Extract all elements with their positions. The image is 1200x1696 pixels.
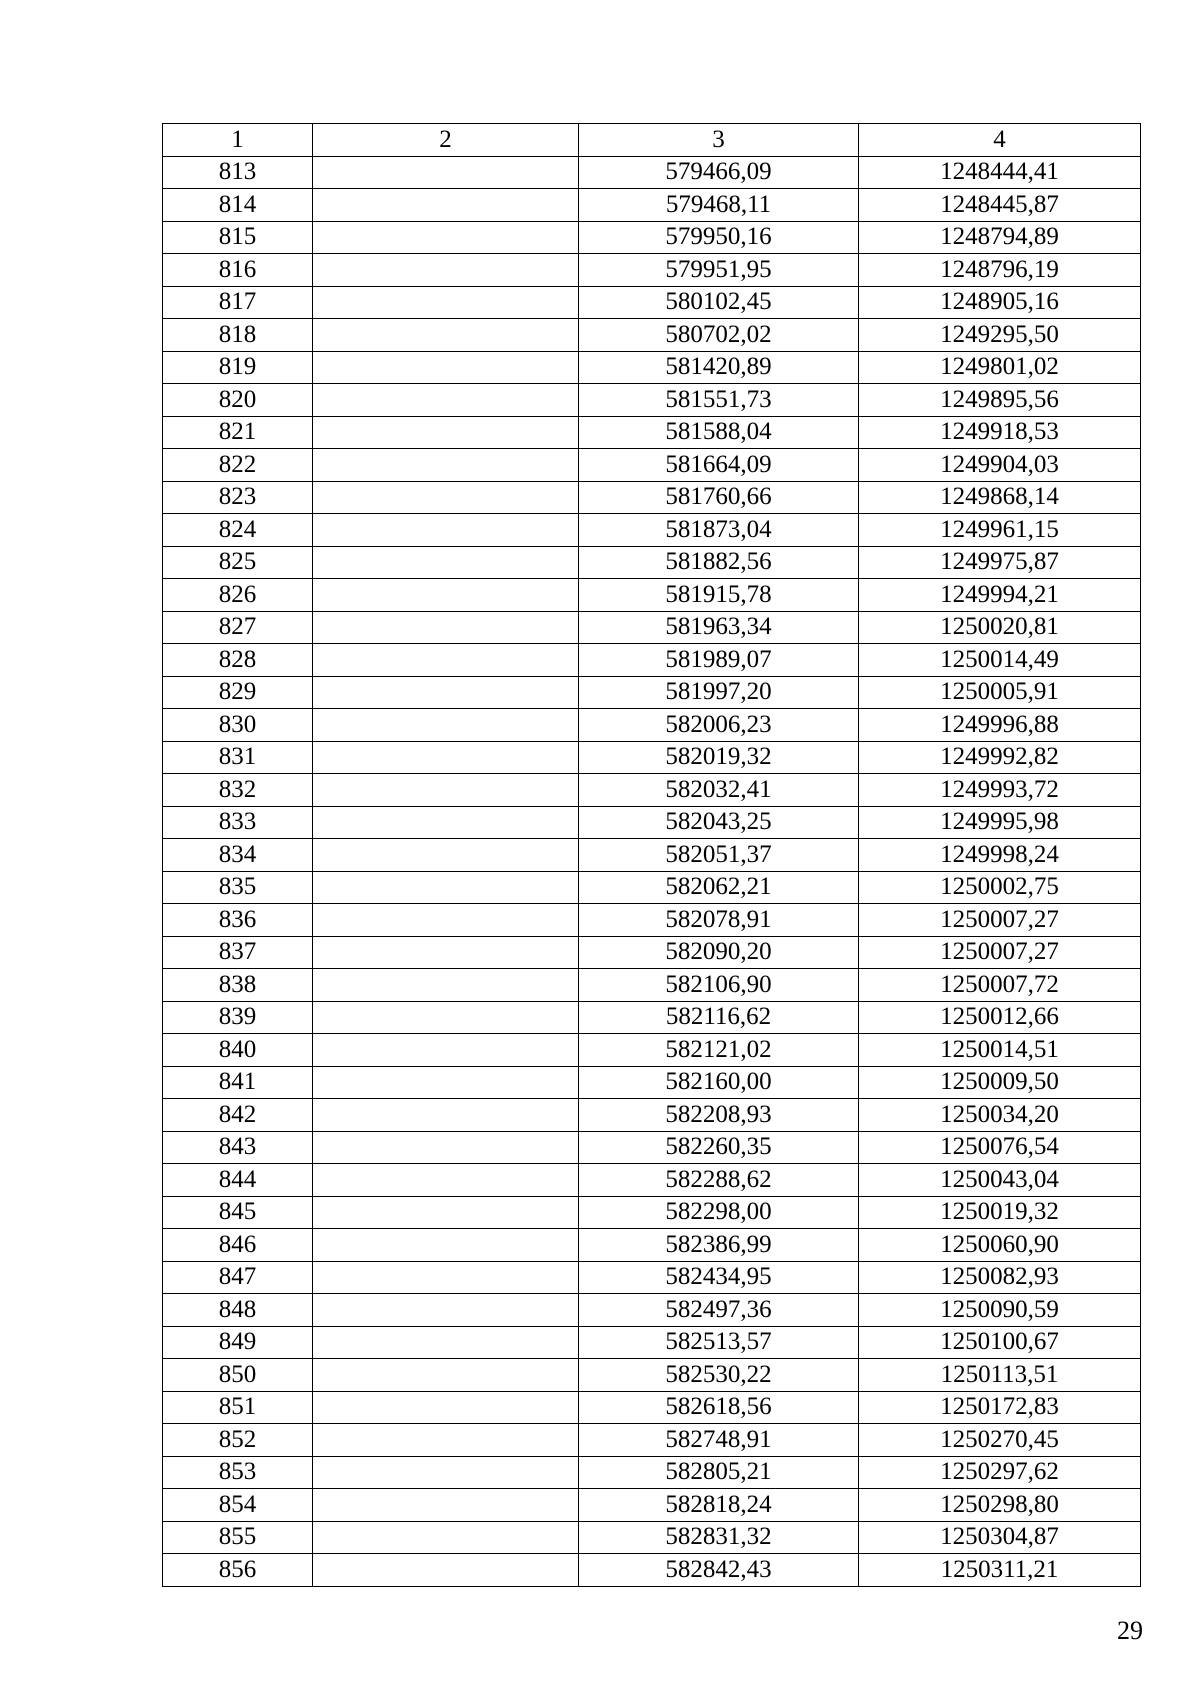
- column-header-3: 3: [579, 124, 859, 157]
- table-row: [163, 514, 1141, 547]
- x-coordinate-cell: 580702,02: [579, 319, 859, 352]
- empty-cell: [313, 1359, 579, 1392]
- x-coordinate-cell: 581551,73: [579, 384, 859, 417]
- table-row: [163, 1261, 1141, 1294]
- point-number-cell: 827: [163, 611, 313, 644]
- table-row: [163, 1521, 1141, 1554]
- point-number-cell: 820: [163, 384, 313, 417]
- empty-cell: [313, 676, 579, 709]
- table-row: [163, 774, 1141, 807]
- empty-cell: [313, 1034, 579, 1067]
- empty-cell: [313, 514, 579, 547]
- point-number-cell: 813: [163, 156, 313, 189]
- x-coordinate-cell: 581420,89: [579, 351, 859, 384]
- y-coordinate-cell: 1250034,20: [859, 1099, 1141, 1132]
- empty-cell: [313, 319, 579, 352]
- point-number-cell: 856: [163, 1554, 313, 1587]
- y-coordinate-cell: 1250311,21: [859, 1554, 1141, 1587]
- table-row: [163, 1196, 1141, 1229]
- point-number-cell: 816: [163, 254, 313, 287]
- empty-cell: [313, 254, 579, 287]
- table-row: [163, 579, 1141, 612]
- table-row: [163, 189, 1141, 222]
- x-coordinate-cell: 579950,16: [579, 221, 859, 254]
- y-coordinate-cell: 1249961,15: [859, 514, 1141, 547]
- y-coordinate-cell: 1250014,51: [859, 1034, 1141, 1067]
- coordinates-table: [162, 123, 1141, 1587]
- table-row: [163, 449, 1141, 482]
- empty-cell: [313, 416, 579, 449]
- point-number-cell: 835: [163, 871, 313, 904]
- table-row: [163, 1554, 1141, 1587]
- x-coordinate-cell: 582513,57: [579, 1326, 859, 1359]
- y-coordinate-cell: 1249975,87: [859, 546, 1141, 579]
- empty-cell: [313, 1489, 579, 1522]
- y-coordinate-cell: 1249904,03: [859, 449, 1141, 482]
- table-row: [163, 1294, 1141, 1327]
- empty-cell: [313, 644, 579, 677]
- point-number-cell: 853: [163, 1456, 313, 1489]
- table-body: [163, 156, 1141, 1586]
- table-row: [163, 904, 1141, 937]
- point-number-cell: 828: [163, 644, 313, 677]
- empty-cell: [313, 286, 579, 319]
- point-number-cell: 832: [163, 774, 313, 807]
- table-row: [163, 286, 1141, 319]
- x-coordinate-cell: 582078,91: [579, 904, 859, 937]
- table-row: [163, 1164, 1141, 1197]
- point-number-cell: 839: [163, 1001, 313, 1034]
- table-row: [163, 1099, 1141, 1132]
- table-row: [163, 839, 1141, 872]
- x-coordinate-cell: 582748,91: [579, 1424, 859, 1457]
- table-row: [163, 351, 1141, 384]
- x-coordinate-cell: 582260,35: [579, 1131, 859, 1164]
- point-number-cell: 854: [163, 1489, 313, 1522]
- empty-cell: [313, 1521, 579, 1554]
- table-row: [163, 384, 1141, 417]
- empty-cell: [313, 449, 579, 482]
- empty-cell: [313, 969, 579, 1002]
- column-header-1: 1: [163, 124, 313, 157]
- empty-cell: [313, 579, 579, 612]
- x-coordinate-cell: 579951,95: [579, 254, 859, 287]
- empty-cell: [313, 1294, 579, 1327]
- x-coordinate-cell: 582298,00: [579, 1196, 859, 1229]
- table-row: [163, 254, 1141, 287]
- column-header-2: 2: [313, 124, 579, 157]
- x-coordinate-cell: 581664,09: [579, 449, 859, 482]
- empty-cell: [313, 904, 579, 937]
- x-coordinate-cell: 582160,00: [579, 1066, 859, 1099]
- table-row: [163, 416, 1141, 449]
- y-coordinate-cell: 1250172,83: [859, 1391, 1141, 1424]
- point-number-cell: 830: [163, 709, 313, 742]
- point-number-cell: 841: [163, 1066, 313, 1099]
- table-row: [163, 1359, 1141, 1392]
- point-number-cell: 852: [163, 1424, 313, 1457]
- y-coordinate-cell: 1250060,90: [859, 1229, 1141, 1262]
- table-row: [163, 1229, 1141, 1262]
- x-coordinate-cell: 582019,32: [579, 741, 859, 774]
- empty-cell: [313, 1391, 579, 1424]
- empty-cell: [313, 1001, 579, 1034]
- empty-cell: [313, 839, 579, 872]
- y-coordinate-cell: 1248796,19: [859, 254, 1141, 287]
- x-coordinate-cell: 582530,22: [579, 1359, 859, 1392]
- point-number-cell: 844: [163, 1164, 313, 1197]
- y-coordinate-cell: 1249998,24: [859, 839, 1141, 872]
- point-number-cell: 845: [163, 1196, 313, 1229]
- y-coordinate-cell: 1249994,21: [859, 579, 1141, 612]
- y-coordinate-cell: 1249295,50: [859, 319, 1141, 352]
- table-header-row: [163, 124, 1141, 157]
- empty-cell: [313, 351, 579, 384]
- x-coordinate-cell: 582842,43: [579, 1554, 859, 1587]
- table-row: [163, 1001, 1141, 1034]
- empty-cell: [313, 611, 579, 644]
- table-row: [163, 546, 1141, 579]
- x-coordinate-cell: 582062,21: [579, 871, 859, 904]
- y-coordinate-cell: 1250005,91: [859, 676, 1141, 709]
- y-coordinate-cell: 1250019,32: [859, 1196, 1141, 1229]
- y-coordinate-cell: 1250014,49: [859, 644, 1141, 677]
- y-coordinate-cell: 1250090,59: [859, 1294, 1141, 1327]
- x-coordinate-cell: 581915,78: [579, 579, 859, 612]
- empty-cell: [313, 1261, 579, 1294]
- x-coordinate-cell: 582043,25: [579, 806, 859, 839]
- x-coordinate-cell: 582805,21: [579, 1456, 859, 1489]
- empty-cell: [313, 709, 579, 742]
- table-row: [163, 1391, 1141, 1424]
- x-coordinate-cell: 582618,56: [579, 1391, 859, 1424]
- empty-cell: [313, 1229, 579, 1262]
- x-coordinate-cell: 582121,02: [579, 1034, 859, 1067]
- empty-cell: [313, 871, 579, 904]
- x-coordinate-cell: 582090,20: [579, 936, 859, 969]
- table-row: [163, 1034, 1141, 1067]
- empty-cell: [313, 189, 579, 222]
- point-number-cell: 838: [163, 969, 313, 1002]
- point-number-cell: 847: [163, 1261, 313, 1294]
- point-number-cell: 849: [163, 1326, 313, 1359]
- y-coordinate-cell: 1250007,27: [859, 936, 1141, 969]
- point-number-cell: 834: [163, 839, 313, 872]
- x-coordinate-cell: 582497,36: [579, 1294, 859, 1327]
- point-number-cell: 846: [163, 1229, 313, 1262]
- table-row: [163, 221, 1141, 254]
- table-row: [163, 644, 1141, 677]
- empty-cell: [313, 156, 579, 189]
- point-number-cell: 823: [163, 481, 313, 514]
- empty-cell: [313, 1066, 579, 1099]
- x-coordinate-cell: 582032,41: [579, 774, 859, 807]
- y-coordinate-cell: 1248794,89: [859, 221, 1141, 254]
- point-number-cell: 814: [163, 189, 313, 222]
- x-coordinate-cell: 582208,93: [579, 1099, 859, 1132]
- table-row: [163, 1326, 1141, 1359]
- point-number-cell: 848: [163, 1294, 313, 1327]
- y-coordinate-cell: 1250002,75: [859, 871, 1141, 904]
- y-coordinate-cell: 1249868,14: [859, 481, 1141, 514]
- y-coordinate-cell: 1249993,72: [859, 774, 1141, 807]
- x-coordinate-cell: 582818,24: [579, 1489, 859, 1522]
- y-coordinate-cell: 1250297,62: [859, 1456, 1141, 1489]
- empty-cell: [313, 1131, 579, 1164]
- table-row: [163, 1456, 1141, 1489]
- table-row: [163, 1489, 1141, 1522]
- y-coordinate-cell: 1250076,54: [859, 1131, 1141, 1164]
- x-coordinate-cell: 581963,34: [579, 611, 859, 644]
- x-coordinate-cell: 582288,62: [579, 1164, 859, 1197]
- table-row: [163, 611, 1141, 644]
- x-coordinate-cell: 579466,09: [579, 156, 859, 189]
- x-coordinate-cell: 582434,95: [579, 1261, 859, 1294]
- y-coordinate-cell: 1250082,93: [859, 1261, 1141, 1294]
- x-coordinate-cell: 581989,07: [579, 644, 859, 677]
- y-coordinate-cell: 1250100,67: [859, 1326, 1141, 1359]
- empty-cell: [313, 1099, 579, 1132]
- empty-cell: [313, 384, 579, 417]
- y-coordinate-cell: 1250009,50: [859, 1066, 1141, 1099]
- x-coordinate-cell: 581873,04: [579, 514, 859, 547]
- point-number-cell: 826: [163, 579, 313, 612]
- x-coordinate-cell: 581760,66: [579, 481, 859, 514]
- x-coordinate-cell: 582006,23: [579, 709, 859, 742]
- table-row: [163, 1424, 1141, 1457]
- x-coordinate-cell: 581882,56: [579, 546, 859, 579]
- y-coordinate-cell: 1250020,81: [859, 611, 1141, 644]
- empty-cell: [313, 1456, 579, 1489]
- empty-cell: [313, 936, 579, 969]
- x-coordinate-cell: 579468,11: [579, 189, 859, 222]
- point-number-cell: 842: [163, 1099, 313, 1132]
- point-number-cell: 840: [163, 1034, 313, 1067]
- y-coordinate-cell: 1249992,82: [859, 741, 1141, 774]
- y-coordinate-cell: 1250304,87: [859, 1521, 1141, 1554]
- point-number-cell: 855: [163, 1521, 313, 1554]
- empty-cell: [313, 1326, 579, 1359]
- y-coordinate-cell: 1250113,51: [859, 1359, 1141, 1392]
- y-coordinate-cell: 1250012,66: [859, 1001, 1141, 1034]
- empty-cell: [313, 221, 579, 254]
- x-coordinate-cell: 582106,90: [579, 969, 859, 1002]
- point-number-cell: 825: [163, 546, 313, 579]
- y-coordinate-cell: 1250298,80: [859, 1489, 1141, 1522]
- table-row: [163, 319, 1141, 352]
- point-number-cell: 818: [163, 319, 313, 352]
- x-coordinate-cell: 580102,45: [579, 286, 859, 319]
- y-coordinate-cell: 1249801,02: [859, 351, 1141, 384]
- point-number-cell: 831: [163, 741, 313, 774]
- point-number-cell: 850: [163, 1359, 313, 1392]
- point-number-cell: 843: [163, 1131, 313, 1164]
- table-row: [163, 871, 1141, 904]
- point-number-cell: 817: [163, 286, 313, 319]
- empty-cell: [313, 806, 579, 839]
- table-row: [163, 936, 1141, 969]
- column-header-4: 4: [859, 124, 1141, 157]
- point-number-cell: 836: [163, 904, 313, 937]
- y-coordinate-cell: 1249995,98: [859, 806, 1141, 839]
- table-row: [163, 1131, 1141, 1164]
- table-row: [163, 156, 1141, 189]
- point-number-cell: 824: [163, 514, 313, 547]
- y-coordinate-cell: 1250007,27: [859, 904, 1141, 937]
- empty-cell: [313, 1424, 579, 1457]
- empty-cell: [313, 546, 579, 579]
- x-coordinate-cell: 582386,99: [579, 1229, 859, 1262]
- point-number-cell: 821: [163, 416, 313, 449]
- x-coordinate-cell: 582831,32: [579, 1521, 859, 1554]
- empty-cell: [313, 1164, 579, 1197]
- table-row: [163, 709, 1141, 742]
- y-coordinate-cell: 1249895,56: [859, 384, 1141, 417]
- point-number-cell: 822: [163, 449, 313, 482]
- y-coordinate-cell: 1250007,72: [859, 969, 1141, 1002]
- table-row: [163, 969, 1141, 1002]
- point-number-cell: 829: [163, 676, 313, 709]
- table-row: [163, 741, 1141, 774]
- x-coordinate-cell: 581997,20: [579, 676, 859, 709]
- y-coordinate-cell: 1250043,04: [859, 1164, 1141, 1197]
- point-number-cell: 851: [163, 1391, 313, 1424]
- y-coordinate-cell: 1248905,16: [859, 286, 1141, 319]
- point-number-cell: 819: [163, 351, 313, 384]
- y-coordinate-cell: 1249996,88: [859, 709, 1141, 742]
- empty-cell: [313, 774, 579, 807]
- point-number-cell: 833: [163, 806, 313, 839]
- empty-cell: [313, 1196, 579, 1229]
- y-coordinate-cell: 1249918,53: [859, 416, 1141, 449]
- table-row: [163, 806, 1141, 839]
- point-number-cell: 815: [163, 221, 313, 254]
- empty-cell: [313, 1554, 579, 1587]
- y-coordinate-cell: 1248444,41: [859, 156, 1141, 189]
- table-row: [163, 481, 1141, 514]
- x-coordinate-cell: 582116,62: [579, 1001, 859, 1034]
- x-coordinate-cell: 581588,04: [579, 416, 859, 449]
- table-row: [163, 1066, 1141, 1099]
- point-number-cell: 837: [163, 936, 313, 969]
- table-row: [163, 676, 1141, 709]
- x-coordinate-cell: 582051,37: [579, 839, 859, 872]
- empty-cell: [313, 481, 579, 514]
- y-coordinate-cell: 1248445,87: [859, 189, 1141, 222]
- page-number: 29: [1117, 1616, 1143, 1645]
- empty-cell: [313, 741, 579, 774]
- y-coordinate-cell: 1250270,45: [859, 1424, 1141, 1457]
